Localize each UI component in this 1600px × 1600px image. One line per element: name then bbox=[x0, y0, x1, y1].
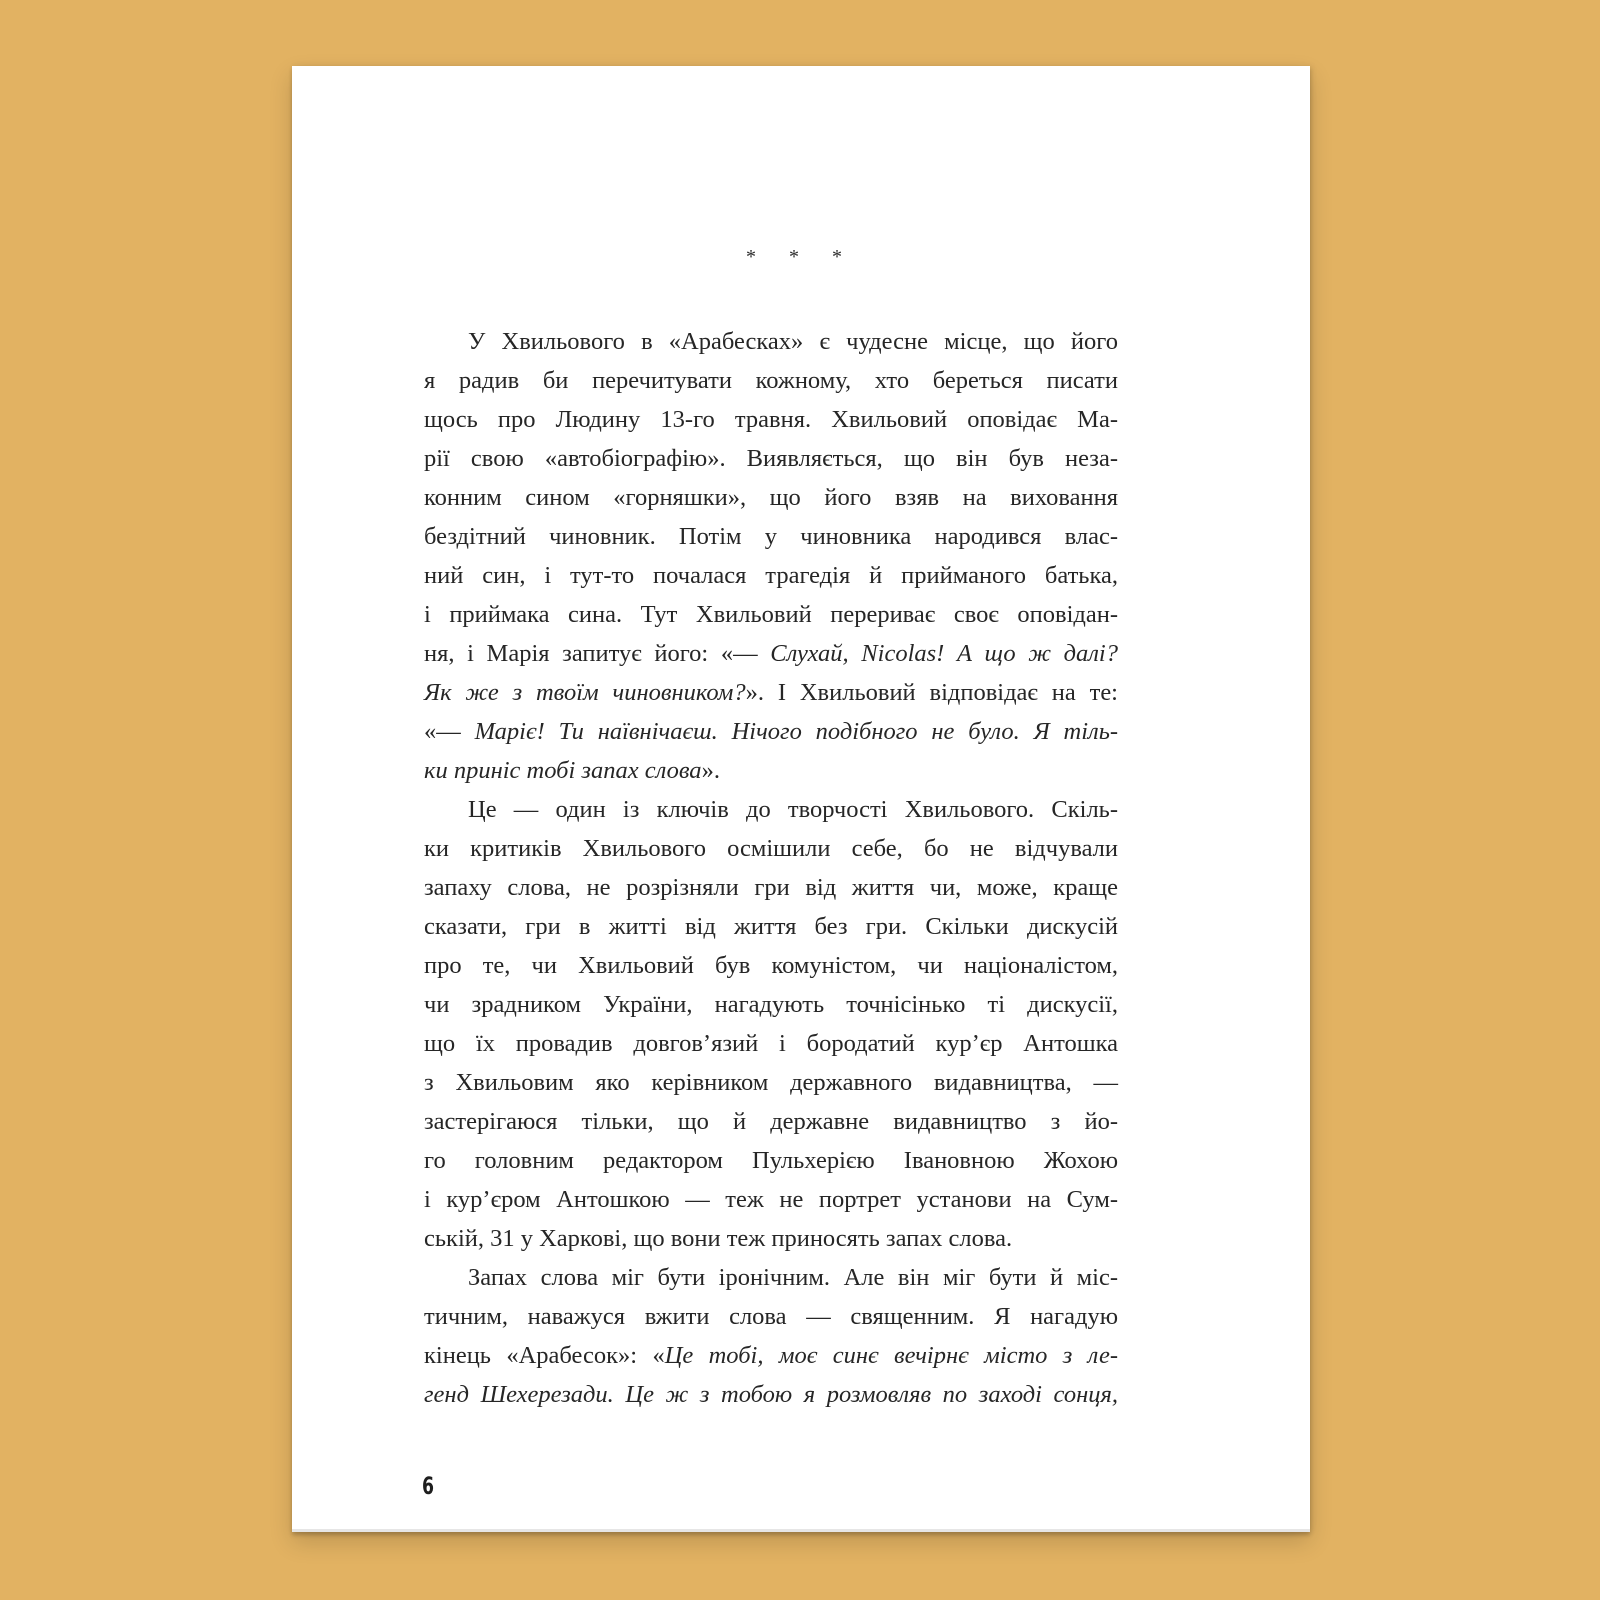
text-line: «— Марiє! Ти наївнічаєш. Нічого подібного не було. Я тіль- bbox=[424, 718, 1119, 745]
text-line: ській, 31 у Харкові, що вони теж приносять запах слова. bbox=[424, 1225, 1013, 1252]
text-line: конним сином «горняшки», що його взяв на виховання bbox=[424, 484, 1118, 511]
text-line: що їх провадив довгов’язий і бородатий кур’єр Антошка bbox=[424, 1030, 1118, 1057]
text-line: кінець «Арабесок»: «Це тобі, моє синє вечірнє місто з ле- bbox=[424, 1342, 1118, 1369]
text-line: з Хвильовим яко керівником державного видавництва, — bbox=[424, 1069, 1118, 1096]
page-number: 6 bbox=[422, 1472, 435, 1500]
text-line: тичним, наважуся вжити слова — священним. Я нагадую bbox=[424, 1303, 1118, 1330]
text-line: щось про Людину 13-го травня. Хвильовий оповідає Ма- bbox=[424, 406, 1118, 433]
text-line: і кур’єром Антошкою — теж не портрет установи на Сум- bbox=[424, 1186, 1118, 1213]
text-line: я радив би перечитувати кожному, хто береться писати bbox=[424, 367, 1118, 394]
text-line: застерігаюся тільки, що й державне видавництво з йо- bbox=[424, 1108, 1118, 1135]
text-line: про те, чи Хвильовий був комуністом, чи націоналістом, bbox=[424, 952, 1118, 979]
text-line: чи зрадником України, нагадують точнісінько ті дискусії, bbox=[424, 991, 1118, 1018]
text-line: сказати, гри в житті від життя без гри. Скільки дискусій bbox=[424, 913, 1118, 940]
text-line: бездітний чиновник. Потім у чиновника народився влас- bbox=[424, 523, 1118, 550]
text-line: запаху слова, не розрізняли гри від життя чи, може, краще bbox=[424, 874, 1118, 901]
text-line: ний син, і тут-то почалася трагедія й прийманого батька, bbox=[424, 562, 1118, 589]
book-page bbox=[292, 66, 1310, 1532]
text-line: го головним редактором Пульхерією Івановною Жохою bbox=[424, 1147, 1118, 1174]
text-line: Це — один із ключів до творчості Хвильового. Скіль- bbox=[468, 796, 1118, 823]
text-line: генд Шехерезади. Це ж з тобою я розмовляв по заході сонця, bbox=[424, 1381, 1118, 1408]
text-line: У Хвильового в «Арабесках» є чудесне місце, що його bbox=[468, 328, 1118, 355]
text-line: Як же з твоїм чиновником?». І Хвильовий відповідає на те: bbox=[424, 679, 1118, 706]
text-line: Запах слова міг бути іронічним. Але він міг бути й міс- bbox=[468, 1264, 1118, 1291]
text-line: і приймака сина. Тут Хвильовий перериває своє оповідан- bbox=[424, 601, 1118, 628]
text-line: ки критиків Хвильового осмішили себе, бо не відчували bbox=[424, 835, 1118, 862]
section-separator: * * * bbox=[746, 246, 856, 268]
text-line: ки приніс тобі запах слова». bbox=[424, 757, 720, 784]
text-line: ня, і Марія запитує його: «— Слухай, Nicolas! А що ж далі? bbox=[424, 640, 1118, 667]
text-line: рії свою «автобіографію». Виявляється, що він був неза- bbox=[424, 445, 1118, 472]
